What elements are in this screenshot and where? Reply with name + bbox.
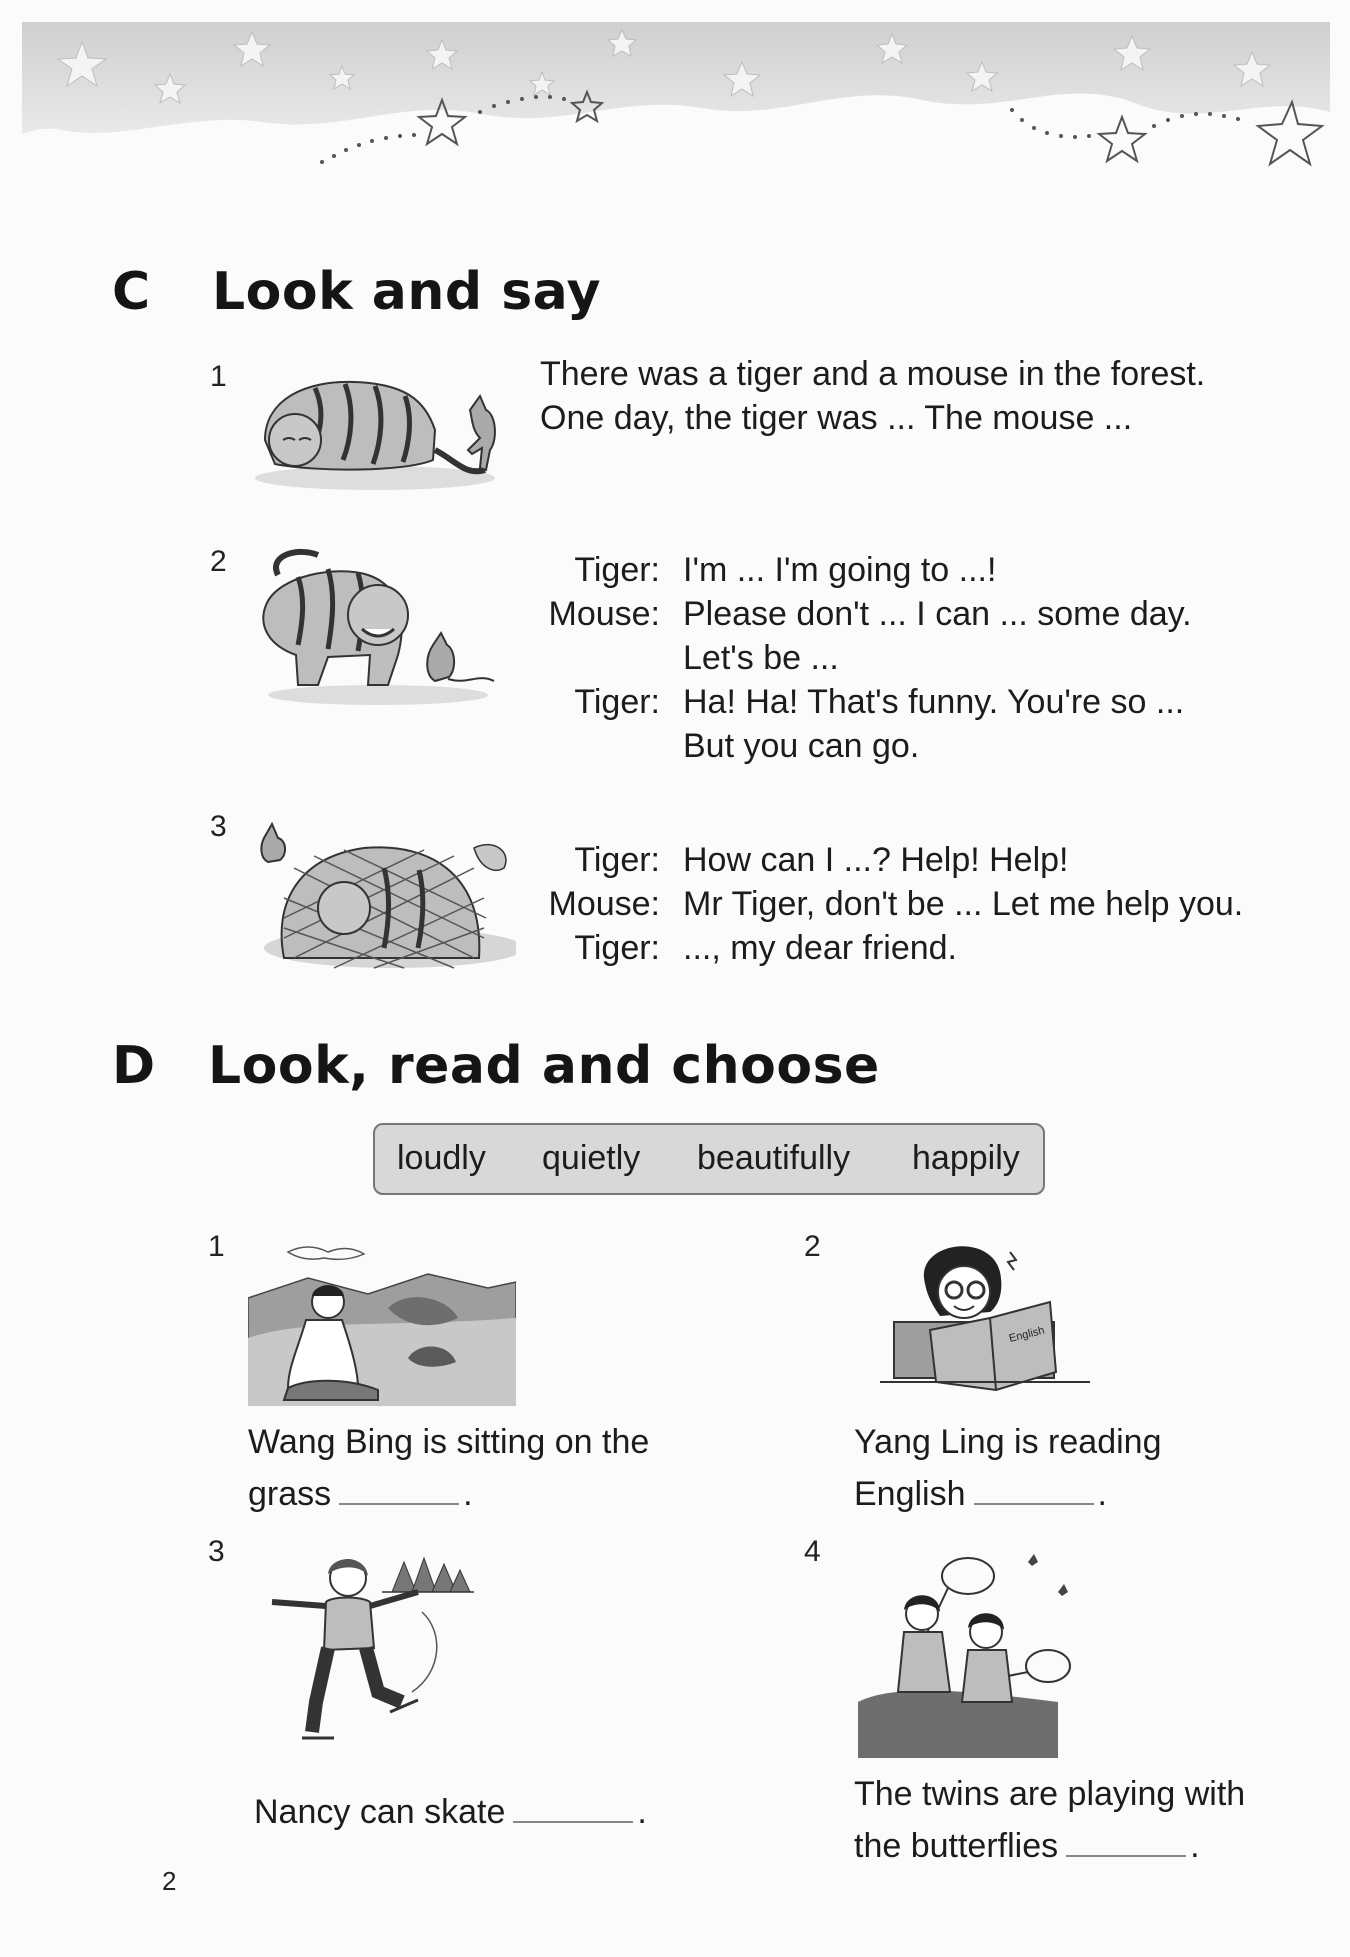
page-number: 2 [162,1866,177,1896]
c1-text-line-2: One day, the tiger was ... The mouse ... [540,399,1133,437]
word-quietly: quietly [542,1139,641,1177]
item-number: 3 [208,1535,225,1568]
c2-mouse-line-1: Please don't ... I can ... some day. [683,595,1192,633]
tiger-in-net-illustration [254,808,516,970]
word-beautifully: beautifully [697,1139,851,1177]
d1-text-line-2: grass . [248,1475,473,1513]
angry-tiger-and-mouse-illustration [258,545,503,707]
section-c-letter: C [112,262,151,322]
d4-text-line-1: The twins are playing with [854,1775,1246,1813]
item-number: 2 [804,1230,821,1263]
c2-speaker-mouse: Mouse: [548,595,660,633]
item-number: 2 [210,545,227,578]
star-banner [22,22,1330,212]
c3-mouse-line-1: Mr Tiger, don't be ... Let me help you. [683,885,1244,923]
d2-text-line-1: Yang Ling is reading [854,1423,1162,1461]
book-cover-label: English [1007,1324,1046,1345]
c3-tiger-line-1: How can I ...? Help! Help! [683,841,1069,879]
d2-text-line-2: English . [854,1475,1107,1513]
answer-blank[interactable] [513,1791,633,1823]
section-c-title: Look and say [212,262,602,322]
girl-reading-book-illustration [880,1232,1090,1402]
word-loudly: loudly [397,1139,486,1177]
c1-text-line-1: There was a tiger and a mouse in the forest. [540,355,1206,393]
word-happily: happily [912,1139,1020,1177]
answer-blank[interactable] [974,1473,1094,1505]
sleeping-tiger-and-mouse-illustration [255,360,515,492]
item-number: 4 [804,1535,821,1568]
twins-catching-butterflies-illustration [858,1552,1090,1758]
section-d-title: Look, read and choose [208,1036,880,1096]
c2-mouse-line-2: Let's be ... [683,639,839,677]
c2-tiger-line-1: I'm ... I'm going to ...! [683,551,997,589]
boy-sitting-on-grass-illustration [248,1238,516,1406]
item-number: 3 [210,810,227,843]
word-bank [373,1123,1045,1195]
c3-tiger-line-2: ..., my dear friend. [683,929,957,967]
c2-tiger-line-2: Ha! Ha! That's funny. You're so ... [683,683,1185,721]
d3-text-line-1: Nancy can skate . [254,1793,647,1831]
c2-speaker-tiger: Tiger: [574,551,660,589]
d1-text-line-1: Wang Bing is sitting on the [248,1423,650,1461]
c3-speaker-mouse: Mouse: [548,885,660,923]
d4-text-line-2: the butterflies . [854,1827,1200,1865]
item-number: 1 [208,1230,225,1263]
c2-speaker-tiger-2: Tiger: [574,683,660,721]
girl-ice-skating-illustration [262,1552,474,1752]
section-d-letter: D [112,1036,156,1096]
c3-speaker-tiger-2: Tiger: [574,929,660,967]
answer-blank[interactable] [339,1473,459,1505]
c3-speaker-tiger: Tiger: [574,841,660,879]
answer-blank[interactable] [1066,1825,1186,1857]
c2-tiger-line-3: But you can go. [683,727,920,765]
item-number: 1 [210,360,227,393]
